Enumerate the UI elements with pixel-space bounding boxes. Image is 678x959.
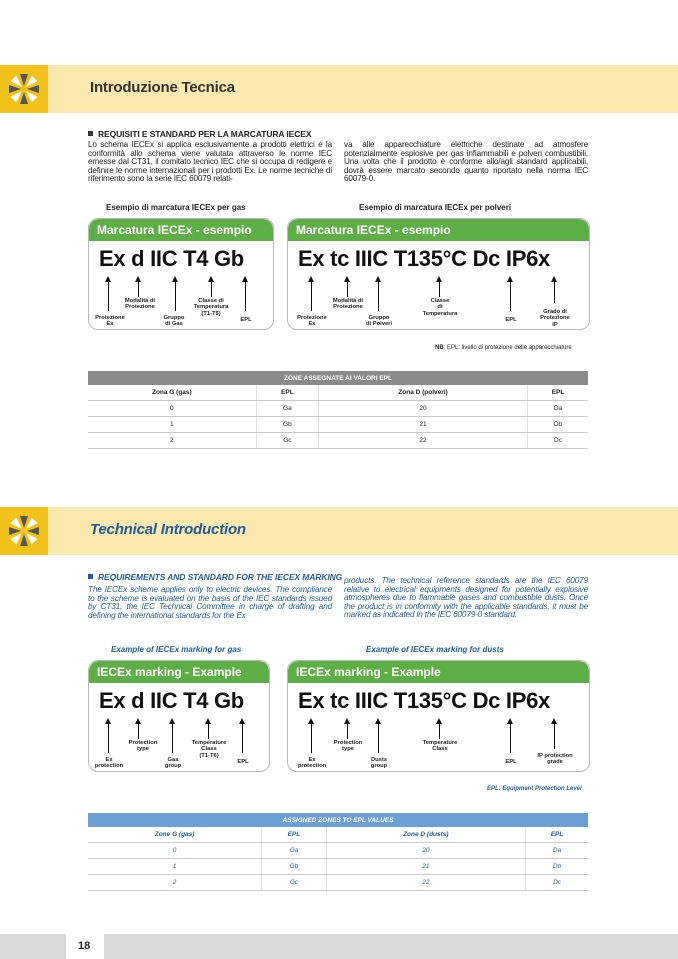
arrow	[311, 281, 312, 311]
marking-box-gas	[88, 218, 274, 330]
table-cell: Db	[528, 417, 588, 433]
page-number-box	[66, 934, 104, 959]
table-cell: 22	[326, 875, 525, 891]
label-protection-type: Protection type	[128, 740, 158, 753]
arrow	[138, 281, 139, 297]
table-cell: 0	[88, 401, 256, 417]
arrow	[347, 723, 348, 739]
arrow	[554, 723, 555, 749]
arrow	[208, 723, 209, 739]
intro-text-col2: va alle apparecchiature elettriche destinate ad atmosfere potenzialmente esplosive per gas infiammabili e polveri combustibili. Una volta che il prodotto è conforme allo/agli standard applicabili, dovrà essere marcato secondo quanto riportato nella norma IEC 60079-0.	[344, 140, 588, 184]
table-cell: Ga	[256, 401, 318, 417]
caption-dust: Example of IECEx marking for dusts	[366, 645, 504, 654]
marking-box-title: Marcatura IECEx - esempio	[288, 219, 589, 241]
page-number: 18	[78, 940, 91, 952]
table-header: Zona G (gas)	[88, 385, 256, 401]
page-footer	[0, 934, 678, 959]
nb-note	[435, 345, 572, 351]
section-title: Introduzione Tecnica	[90, 79, 235, 96]
bullet-square-icon	[88, 131, 93, 136]
nb-note: EPL: Equipment Protection Level	[487, 786, 582, 792]
marking-code-gas: Ex d IIC T4 Gb	[99, 246, 244, 271]
marking-box-title: IECEx marking - Example	[89, 661, 269, 683]
arrow	[245, 281, 246, 311]
heading-text: REQUISITI E STANDARD PER LA MARCATURA IECEX	[98, 129, 312, 139]
marking-box-dust	[287, 660, 590, 772]
arrow	[211, 281, 212, 297]
label-epl: EPL	[240, 317, 252, 323]
intro-text-col1: Lo schema IECEx si applica esclusivamente a prodotti elettrici e la conformità allo schema viene valutata attraverso le norme IEC emesse dal CT31, il comitato tecnico IEC che si occupa di redigere e definire le norme internazionali per i prodotti Ex. Le norme tecniche di riferimento sono la serie IEC 60079 relati-	[88, 140, 332, 184]
label-ip-grade: IP protection grade	[537, 753, 573, 766]
table-caption: ZONE ASSEGNATE AI VALORI EPL	[88, 371, 588, 385]
arrow	[242, 723, 243, 753]
table-header: Zone D (dusts)	[326, 827, 525, 843]
table-cell: Gc	[256, 433, 318, 449]
table-cell: 2	[88, 875, 262, 891]
label-temperature-class: Classe di Temperatura	[422, 298, 458, 317]
brand-logo	[0, 65, 48, 113]
label-dust-group: Dusts group	[370, 757, 388, 770]
section-band-it	[0, 65, 678, 113]
table-cell: 20	[319, 401, 528, 417]
arrow	[138, 723, 139, 739]
label-epl: EPL	[505, 317, 517, 323]
table-cell: 1	[88, 859, 262, 875]
table-cell: 20	[326, 843, 525, 859]
table-cell: Db	[526, 859, 588, 875]
table-row	[88, 875, 588, 891]
arrow	[347, 281, 348, 297]
table-cell: Gc	[262, 875, 326, 891]
section-title: Technical Introduction	[90, 521, 246, 538]
table-row	[88, 433, 588, 449]
section-band-en	[0, 507, 678, 555]
table-header: Zone G (gas)	[88, 827, 262, 843]
table-cell: 2	[88, 433, 256, 449]
marking-box-dust	[287, 218, 590, 330]
label-temperature-class: Temperature Class	[422, 740, 458, 753]
label-protection-type: Modalità di Protezione	[124, 298, 156, 311]
pinwheel-logo-icon	[0, 507, 48, 555]
marking-box-title: IECEx marking - Example	[288, 661, 589, 683]
label-ip-grade: Grado di Protezione IP	[540, 309, 570, 328]
nb-label: NB	[435, 345, 444, 351]
marking-code-dust: Ex tc IIIC T135°C Dc IP6x	[298, 688, 550, 713]
requirements-heading	[88, 572, 342, 582]
table-cell: Ga	[262, 843, 326, 859]
label-gas-group: Gruppo di Gas	[163, 315, 185, 328]
table-cell: 21	[326, 859, 525, 875]
table-cell: 1	[88, 417, 256, 433]
table-cell: Gb	[262, 859, 326, 875]
arrow	[554, 281, 555, 303]
marking-code-gas: Ex d IIC T4 Gb	[99, 688, 244, 713]
label-gas-group: Gas group	[164, 757, 182, 770]
label-protection: Ex protection	[94, 757, 124, 770]
arrow	[378, 723, 379, 753]
heading-text: REQUIREMENTS AND STANDARD FOR THE IECEX MARKING	[98, 572, 343, 582]
label-protection: Protezione Ex	[297, 315, 327, 328]
table-header: EPL	[526, 827, 588, 843]
arrow	[378, 281, 379, 311]
label-protection: Ex protection	[297, 757, 327, 770]
arrow	[172, 723, 173, 753]
table-header: EPL	[262, 827, 326, 843]
zones-table-en	[88, 813, 588, 891]
table-cell: Da	[526, 843, 588, 859]
table-cell: 22	[319, 433, 528, 449]
table-cell: Dc	[526, 875, 588, 891]
label-temperature-class: Temperature Class (T1-T6)	[191, 740, 227, 759]
nb-text: : EPL: livello di protezione delle apparecchiature	[443, 345, 572, 351]
caption-gas: Esempio di marcatura IECEx per gas	[106, 203, 246, 212]
label-protection-type: Modalità di Protezione	[332, 298, 364, 311]
label-dust-group: Gruppo di Polveri	[365, 315, 393, 328]
caption-dust: Esempio di marcatura IECEx per polveri	[359, 203, 512, 212]
caption-gas: Example of IECEx marking for gas	[111, 645, 242, 654]
intro-text-col2: products. The technical reference standards are the IEC 60079 relative to electrical equipments designed for potentially explosive atmospheres due to flammable gases and combustible dusts. Once the product is in conformity with the applicable standards, it must be marked as indicated in the IEC 60079-0 standard.	[344, 576, 588, 620]
arrow	[439, 281, 440, 297]
arrow	[510, 281, 511, 311]
table-header-row	[88, 827, 588, 843]
bullet-square-icon	[88, 574, 93, 579]
arrow	[108, 281, 109, 311]
table-row	[88, 401, 588, 417]
arrow	[510, 723, 511, 753]
table-header: Zona D (polveri)	[319, 385, 528, 401]
zones-table-it	[88, 371, 588, 449]
brand-logo	[0, 507, 48, 555]
table-cell: 21	[319, 417, 528, 433]
table-row	[88, 843, 588, 859]
arrow	[175, 281, 176, 311]
marking-code-dust: Ex tc IIIC T135°C Dc IP6x	[298, 246, 550, 271]
label-protection-type: Protection type	[333, 740, 363, 753]
marking-box-title: Marcatura IECEx - esempio	[89, 219, 273, 241]
table-cell: Dc	[528, 433, 588, 449]
intro-text-col1: The IECEx scheme applies only to electric devices. The compliance to the scheme is evaluated on the basis of the IEC standards issued by CT31, the IEC Technical Committee in charge of drafting and defining the international standards for the Ex	[88, 585, 332, 620]
requirements-heading	[88, 129, 311, 139]
table-header: EPL	[528, 385, 588, 401]
table-caption: ASSIGNED ZONES TO EPL VALUES	[88, 813, 588, 827]
label-epl: EPL	[505, 759, 517, 765]
table-cell: 0	[88, 843, 262, 859]
arrow	[108, 723, 109, 753]
arrow	[311, 723, 312, 753]
pinwheel-logo-icon	[0, 65, 48, 113]
arrow	[439, 723, 440, 739]
table-header: EPL	[256, 385, 318, 401]
table-row	[88, 859, 588, 875]
table-row	[88, 417, 588, 433]
table-header-row	[88, 385, 588, 401]
label-epl: EPL	[237, 759, 249, 765]
table-cell: Da	[528, 401, 588, 417]
label-temperature-class: Classe di Temperatura (T1-T6)	[193, 298, 229, 317]
table-cell: Gb	[256, 417, 318, 433]
marking-box-gas	[88, 660, 270, 772]
label-protection: Protezione Ex	[95, 315, 125, 328]
